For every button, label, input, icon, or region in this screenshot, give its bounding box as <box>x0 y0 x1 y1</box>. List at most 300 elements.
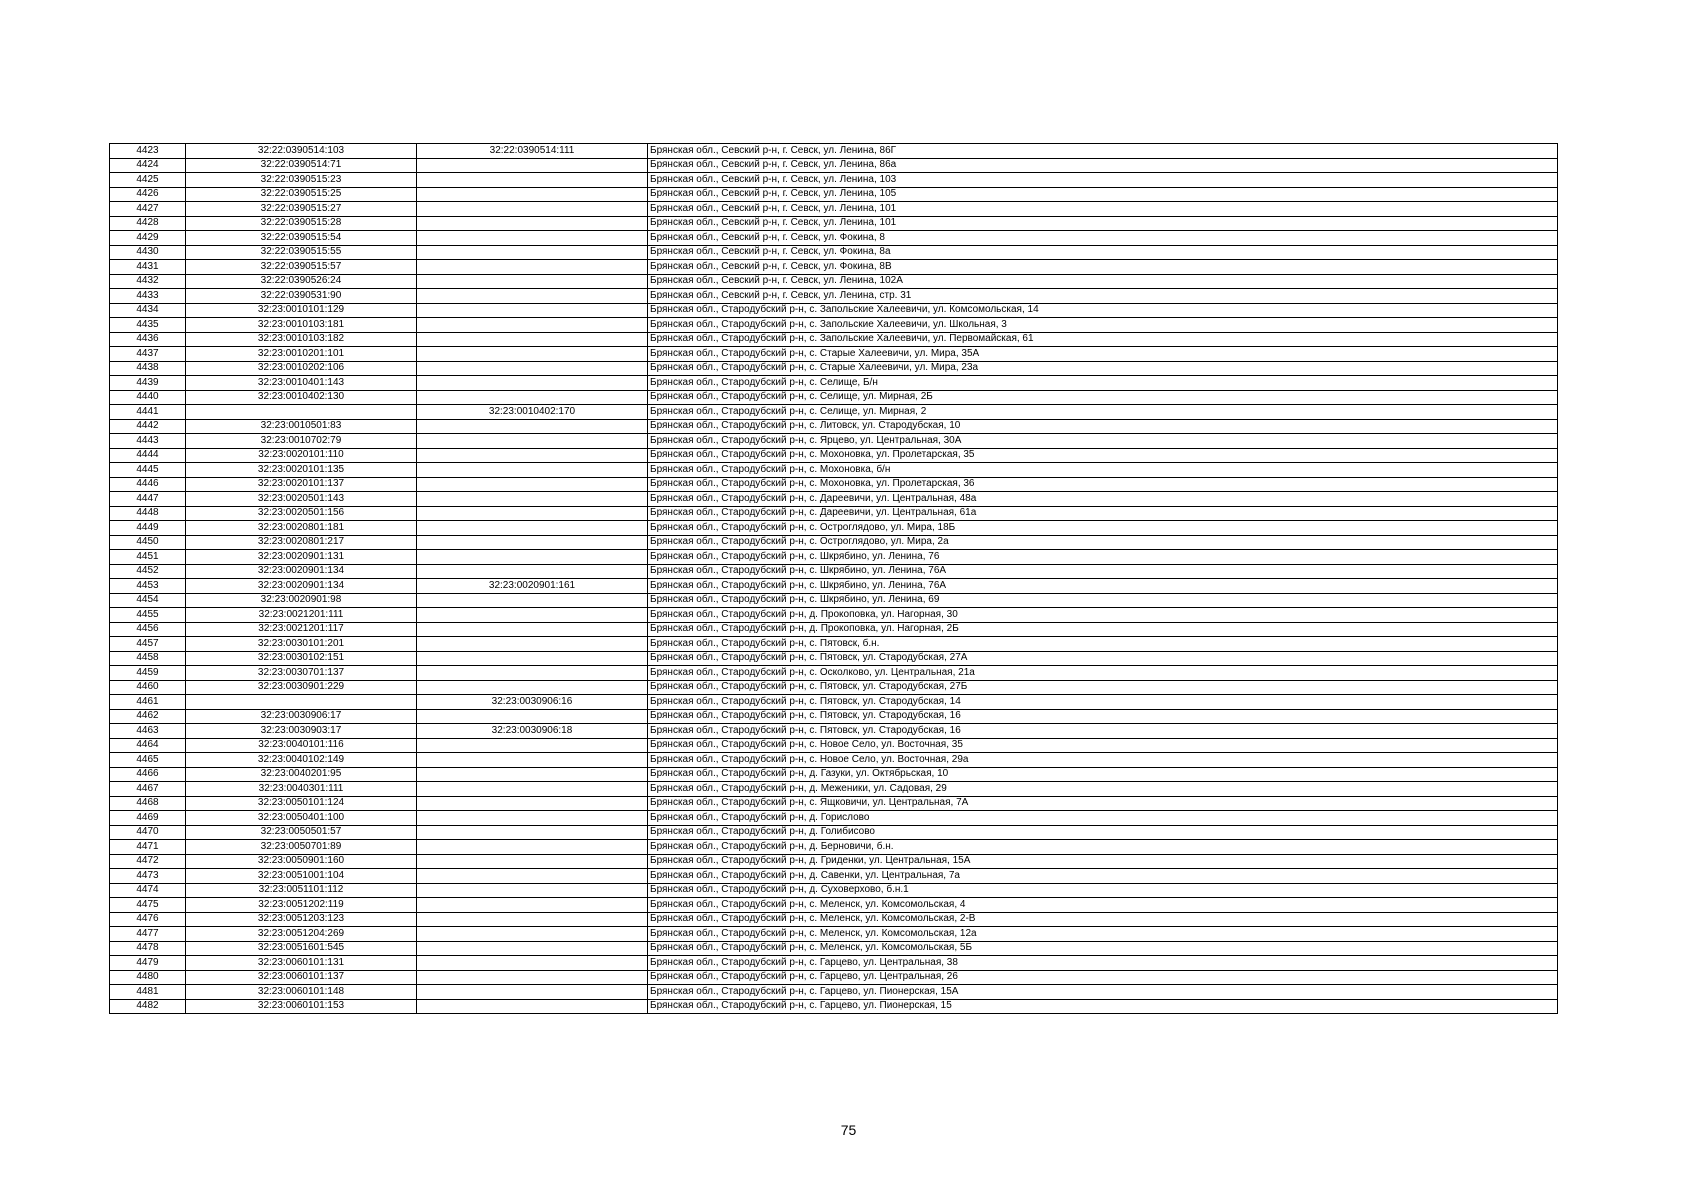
linked-cadastral-number-cell <box>417 361 648 376</box>
row-number-cell: 4476 <box>110 912 186 927</box>
table-row <box>110 245 1558 260</box>
address-cell: Брянская обл., Стародубский р-н, с. Мохоновка, ул. Пролетарская, 35 <box>648 448 1558 463</box>
linked-cadastral-number-cell <box>417 840 648 855</box>
cadastral-number-cell: 32:23:0050701:89 <box>186 840 417 855</box>
table-row <box>110 898 1558 913</box>
cadastral-number-cell: 32:23:0021201:111 <box>186 608 417 623</box>
table-row <box>110 854 1558 869</box>
cadastral-number-cell: 32:23:0010202:106 <box>186 361 417 376</box>
table-row <box>110 376 1558 391</box>
address-cell: Брянская обл., Стародубский р-н, с. Запольские Халеевичи, ул. Первомайская, 61 <box>648 332 1558 347</box>
linked-cadastral-number-cell <box>417 289 648 304</box>
cadastral-number-cell: 32:23:0040201:95 <box>186 767 417 782</box>
row-number-cell: 4448 <box>110 506 186 521</box>
table-row <box>110 622 1558 637</box>
table-row <box>110 202 1558 217</box>
table-row <box>110 463 1558 478</box>
row-number-cell: 4472 <box>110 854 186 869</box>
row-number-cell: 4433 <box>110 289 186 304</box>
row-number-cell: 4453 <box>110 579 186 594</box>
address-cell: Брянская обл., Севский р-н, г. Севск, ул. Ленина, 101 <box>648 216 1558 231</box>
linked-cadastral-number-cell <box>417 651 648 666</box>
linked-cadastral-number-cell <box>417 608 648 623</box>
address-cell: Брянская обл., Стародубский р-н, с. Новое Село, ул. Восточная, 35 <box>648 738 1558 753</box>
table-row <box>110 347 1558 362</box>
table-row <box>110 303 1558 318</box>
table-row <box>110 912 1558 927</box>
table-row <box>110 840 1558 855</box>
address-cell: Брянская обл., Стародубский р-н, с. Дареевичи, ул. Центральная, 61а <box>648 506 1558 521</box>
row-number-cell: 4454 <box>110 593 186 608</box>
cadastral-number-cell: 32:23:0051101:112 <box>186 883 417 898</box>
row-number-cell: 4455 <box>110 608 186 623</box>
table-row <box>110 405 1558 420</box>
address-cell: Брянская обл., Стародубский р-н, с. Запольские Халеевичи, ул. Школьная, 3 <box>648 318 1558 333</box>
linked-cadastral-number-cell <box>417 869 648 884</box>
address-cell: Брянская обл., Стародубский р-н, с. Пятовск, ул. Стародубская, 14 <box>648 695 1558 710</box>
linked-cadastral-number-cell <box>417 216 648 231</box>
address-cell: Брянская обл., Севский р-н, г. Севск, ул. Ленина, 86а <box>648 158 1558 173</box>
cadastral-number-cell: 32:23:0050501:57 <box>186 825 417 840</box>
cadastral-number-cell: 32:23:0060101:131 <box>186 956 417 971</box>
table-row <box>110 695 1558 710</box>
row-number-cell: 4435 <box>110 318 186 333</box>
table-row <box>110 506 1558 521</box>
cadastral-number-cell: 32:23:0020101:110 <box>186 448 417 463</box>
row-number-cell: 4471 <box>110 840 186 855</box>
address-cell: Брянская обл., Стародубский р-н, с. Пятовск, ул. Стародубская, 27Б <box>648 680 1558 695</box>
linked-cadastral-number-cell <box>417 825 648 840</box>
cadastral-number-cell: 32:23:0030906:17 <box>186 709 417 724</box>
cadastral-number-cell: 32:22:0390515:23 <box>186 173 417 188</box>
table-row <box>110 608 1558 623</box>
address-cell: Брянская обл., Стародубский р-н, д. Горислово <box>648 811 1558 826</box>
table-row <box>110 782 1558 797</box>
row-number-cell: 4434 <box>110 303 186 318</box>
registry-table <box>109 143 1558 1014</box>
table-row <box>110 521 1558 536</box>
table-row <box>110 738 1558 753</box>
address-cell: Брянская обл., Стародубский р-н, с. Меленск, ул. Комсомольская, 5Б <box>648 941 1558 956</box>
cadastral-number-cell: 32:22:0390515:25 <box>186 187 417 202</box>
row-number-cell: 4430 <box>110 245 186 260</box>
table-row <box>110 811 1558 826</box>
row-number-cell: 4469 <box>110 811 186 826</box>
address-cell: Брянская обл., Стародубский р-н, с. Запольские Халеевичи, ул. Комсомольская, 14 <box>648 303 1558 318</box>
row-number-cell: 4475 <box>110 898 186 913</box>
cadastral-number-cell: 32:23:0030101:201 <box>186 637 417 652</box>
table-row <box>110 535 1558 550</box>
cadastral-number-cell: 32:23:0020801:217 <box>186 535 417 550</box>
row-number-cell: 4466 <box>110 767 186 782</box>
row-number-cell: 4427 <box>110 202 186 217</box>
table-row <box>110 767 1558 782</box>
cadastral-number-cell: 32:23:0010101:129 <box>186 303 417 318</box>
linked-cadastral-number-cell <box>417 941 648 956</box>
linked-cadastral-number-cell <box>417 898 648 913</box>
address-cell: Брянская обл., Стародубский р-н, с. Литовск, ул. Стародубская, 10 <box>648 419 1558 434</box>
row-number-cell: 4458 <box>110 651 186 666</box>
cadastral-number-cell: 32:23:0060101:137 <box>186 970 417 985</box>
cadastral-number-cell: 32:23:0020801:181 <box>186 521 417 536</box>
linked-cadastral-number-cell <box>417 535 648 550</box>
row-number-cell: 4450 <box>110 535 186 550</box>
linked-cadastral-number-cell <box>417 347 648 362</box>
linked-cadastral-number-cell <box>417 158 648 173</box>
row-number-cell: 4446 <box>110 477 186 492</box>
address-cell: Брянская обл., Стародубский р-н, с. Шкрябино, ул. Ленина, 76А <box>648 579 1558 594</box>
linked-cadastral-number-cell <box>417 782 648 797</box>
cadastral-number-cell: 32:23:0020901:134 <box>186 579 417 594</box>
linked-cadastral-number-cell: 32:23:0030906:18 <box>417 724 648 739</box>
table-row <box>110 999 1558 1014</box>
cadastral-number-cell: 32:23:0020901:98 <box>186 593 417 608</box>
cadastral-number-cell: 32:23:0040101:116 <box>186 738 417 753</box>
address-cell: Брянская обл., Стародубский р-н, с. Меленск, ул. Комсомольская, 12а <box>648 927 1558 942</box>
linked-cadastral-number-cell <box>417 550 648 565</box>
address-cell: Брянская обл., Стародубский р-н, с. Меленск, ул. Комсомольская, 2-В <box>648 912 1558 927</box>
table-row <box>110 332 1558 347</box>
row-number-cell: 4467 <box>110 782 186 797</box>
address-cell: Брянская обл., Севский р-н, г. Севск, ул. Фокина, 8а <box>648 245 1558 260</box>
cadastral-number-cell: 32:23:0030901:229 <box>186 680 417 695</box>
table-row <box>110 173 1558 188</box>
table-row <box>110 448 1558 463</box>
cadastral-number-cell: 32:23:0010501:83 <box>186 419 417 434</box>
row-number-cell: 4449 <box>110 521 186 536</box>
linked-cadastral-number-cell <box>417 796 648 811</box>
row-number-cell: 4474 <box>110 883 186 898</box>
linked-cadastral-number-cell <box>417 231 648 246</box>
table-row <box>110 231 1558 246</box>
cadastral-number-cell: 32:22:0390514:103 <box>186 144 417 159</box>
linked-cadastral-number-cell <box>417 767 648 782</box>
cadastral-number-cell: 32:23:0051204:269 <box>186 927 417 942</box>
address-cell: Брянская обл., Стародубский р-н, с. Ярцево, ул. Центральная, 30А <box>648 434 1558 449</box>
row-number-cell: 4473 <box>110 869 186 884</box>
table-row <box>110 941 1558 956</box>
row-number-cell: 4426 <box>110 187 186 202</box>
cadastral-number-cell: 32:23:0060101:153 <box>186 999 417 1014</box>
linked-cadastral-number-cell <box>417 274 648 289</box>
row-number-cell: 4437 <box>110 347 186 362</box>
address-cell: Брянская обл., Стародубский р-н, с. Осколково, ул. Центральная, 21а <box>648 666 1558 681</box>
table-row <box>110 564 1558 579</box>
row-number-cell: 4452 <box>110 564 186 579</box>
linked-cadastral-number-cell <box>417 956 648 971</box>
row-number-cell: 4470 <box>110 825 186 840</box>
cadastral-number-cell: 32:23:0040102:149 <box>186 753 417 768</box>
cadastral-number-cell: 32:23:0050901:160 <box>186 854 417 869</box>
cadastral-number-cell: 32:23:0020901:134 <box>186 564 417 579</box>
address-cell: Брянская обл., Севский р-н, г. Севск, ул. Ленина, стр. 31 <box>648 289 1558 304</box>
address-cell: Брянская обл., Стародубский р-н, д. Прокоповка, ул. Нагорная, 2Б <box>648 622 1558 637</box>
linked-cadastral-number-cell <box>417 985 648 1000</box>
address-cell: Брянская обл., Стародубский р-н, д. Газуки, ул. Октябрьская, 10 <box>648 767 1558 782</box>
table-row <box>110 883 1558 898</box>
linked-cadastral-number-cell <box>417 709 648 724</box>
linked-cadastral-number-cell <box>417 593 648 608</box>
linked-cadastral-number-cell <box>417 448 648 463</box>
linked-cadastral-number-cell <box>417 477 648 492</box>
table-row <box>110 825 1558 840</box>
table-row <box>110 637 1558 652</box>
cadastral-number-cell: 32:23:0051001:104 <box>186 869 417 884</box>
linked-cadastral-number-cell <box>417 927 648 942</box>
linked-cadastral-number-cell <box>417 202 648 217</box>
address-cell: Брянская обл., Стародубский р-н, д. Меженики, ул. Садовая, 29 <box>648 782 1558 797</box>
table-row <box>110 289 1558 304</box>
row-number-cell: 4478 <box>110 941 186 956</box>
address-cell: Брянская обл., Стародубский р-н, с. Гарцево, ул. Пионерская, 15А <box>648 985 1558 1000</box>
address-cell: Брянская обл., Стародубский р-н, с. Шкрябино, ул. Ленина, 76 <box>648 550 1558 565</box>
cadastral-number-cell: 32:23:0021201:117 <box>186 622 417 637</box>
cadastral-number-cell: 32:23:0010103:181 <box>186 318 417 333</box>
cadastral-number-cell: 32:23:0050401:100 <box>186 811 417 826</box>
table-row <box>110 680 1558 695</box>
linked-cadastral-number-cell <box>417 854 648 869</box>
table-row <box>110 260 1558 275</box>
address-cell: Брянская обл., Севский р-н, г. Севск, ул. Ленина, 102А <box>648 274 1558 289</box>
table-row <box>110 724 1558 739</box>
address-cell: Брянская обл., Стародубский р-н, с. Гарцево, ул. Пионерская, 15 <box>648 999 1558 1014</box>
cadastral-number-cell: 32:23:0050101:124 <box>186 796 417 811</box>
row-number-cell: 4439 <box>110 376 186 391</box>
address-cell: Брянская обл., Стародубский р-н, д. Суховерхово, б.н.1 <box>648 883 1558 898</box>
row-number-cell: 4464 <box>110 738 186 753</box>
linked-cadastral-number-cell <box>417 303 648 318</box>
address-cell: Брянская обл., Севский р-н, г. Севск, ул. Ленина, 105 <box>648 187 1558 202</box>
table-row <box>110 666 1558 681</box>
cadastral-number-cell: 32:23:0040301:111 <box>186 782 417 797</box>
address-cell: Брянская обл., Севский р-н, г. Севск, ул. Ленина, 101 <box>648 202 1558 217</box>
cadastral-number-cell: 32:22:0390515:27 <box>186 202 417 217</box>
cadastral-number-cell: 32:23:0010401:143 <box>186 376 417 391</box>
table-row <box>110 651 1558 666</box>
linked-cadastral-number-cell <box>417 637 648 652</box>
row-number-cell: 4462 <box>110 709 186 724</box>
address-cell: Брянская обл., Стародубский р-н, с. Дареевичи, ул. Центральная, 48а <box>648 492 1558 507</box>
cadastral-number-cell: 32:23:0010201:101 <box>186 347 417 362</box>
row-number-cell: 4424 <box>110 158 186 173</box>
row-number-cell: 4465 <box>110 753 186 768</box>
linked-cadastral-number-cell <box>417 245 648 260</box>
row-number-cell: 4447 <box>110 492 186 507</box>
cadastral-number-cell: 32:22:0390514:71 <box>186 158 417 173</box>
linked-cadastral-number-cell <box>417 912 648 927</box>
table-row <box>110 550 1558 565</box>
table-row <box>110 985 1558 1000</box>
row-number-cell: 4441 <box>110 405 186 420</box>
linked-cadastral-number-cell <box>417 753 648 768</box>
address-cell: Брянская обл., Стародубский р-н, с. Селище, ул. Мирная, 2 <box>648 405 1558 420</box>
table-row <box>110 144 1558 159</box>
linked-cadastral-number-cell: 32:23:0020901:161 <box>417 579 648 594</box>
cadastral-number-cell: 32:22:0390515:54 <box>186 231 417 246</box>
linked-cadastral-number-cell <box>417 622 648 637</box>
address-cell: Брянская обл., Стародубский р-н, с. Мохоновка, ул. Пролетарская, 36 <box>648 477 1558 492</box>
row-number-cell: 4479 <box>110 956 186 971</box>
linked-cadastral-number-cell <box>417 419 648 434</box>
linked-cadastral-number-cell <box>417 811 648 826</box>
address-cell: Брянская обл., Севский р-н, г. Севск, ул. Фокина, 8 <box>648 231 1558 246</box>
linked-cadastral-number-cell: 32:22:0390514:111 <box>417 144 648 159</box>
address-cell: Брянская обл., Стародубский р-н, с. Пятовск, ул. Стародубская, 27А <box>648 651 1558 666</box>
table-row <box>110 216 1558 231</box>
table-row <box>110 187 1558 202</box>
table-row <box>110 579 1558 594</box>
linked-cadastral-number-cell <box>417 332 648 347</box>
table-row <box>110 158 1558 173</box>
row-number-cell: 4432 <box>110 274 186 289</box>
address-cell: Брянская обл., Стародубский р-н, д. Прокоповка, ул. Нагорная, 30 <box>648 608 1558 623</box>
cadastral-number-cell: 32:22:0390531:90 <box>186 289 417 304</box>
row-number-cell: 4461 <box>110 695 186 710</box>
cadastral-number-cell: 32:22:0390515:55 <box>186 245 417 260</box>
table-row <box>110 593 1558 608</box>
address-cell: Брянская обл., Стародубский р-н, с. Селище, Б/н <box>648 376 1558 391</box>
row-number-cell: 4482 <box>110 999 186 1014</box>
linked-cadastral-number-cell <box>417 434 648 449</box>
address-cell: Брянская обл., Стародубский р-н, с. Гарцево, ул. Центральная, 38 <box>648 956 1558 971</box>
linked-cadastral-number-cell <box>417 376 648 391</box>
table-row <box>110 869 1558 884</box>
table-row <box>110 956 1558 971</box>
cadastral-number-cell: 32:23:0051203:123 <box>186 912 417 927</box>
address-cell: Брянская обл., Стародубский р-н, с. Селище, ул. Мирная, 2Б <box>648 390 1558 405</box>
cadastral-number-cell: 32:22:0390515:57 <box>186 260 417 275</box>
linked-cadastral-number-cell <box>417 187 648 202</box>
cadastral-number-cell: 32:23:0051202:119 <box>186 898 417 913</box>
table-row <box>110 796 1558 811</box>
linked-cadastral-number-cell <box>417 173 648 188</box>
table-row <box>110 361 1558 376</box>
linked-cadastral-number-cell <box>417 260 648 275</box>
row-number-cell: 4443 <box>110 434 186 449</box>
address-cell: Брянская обл., Стародубский р-н, с. Пятовск, ул. Стародубская, 16 <box>648 724 1558 739</box>
address-cell: Брянская обл., Севский р-н, г. Севск, ул. Ленина, 86Г <box>648 144 1558 159</box>
cadastral-number-cell: 32:23:0020101:137 <box>186 477 417 492</box>
address-cell: Брянская обл., Стародубский р-н, с. Пятовск, ул. Стародубская, 16 <box>648 709 1558 724</box>
row-number-cell: 4480 <box>110 970 186 985</box>
row-number-cell: 4477 <box>110 927 186 942</box>
table-row <box>110 318 1558 333</box>
row-number-cell: 4436 <box>110 332 186 347</box>
table-row <box>110 753 1558 768</box>
row-number-cell: 4423 <box>110 144 186 159</box>
table-row <box>110 709 1558 724</box>
address-cell: Брянская обл., Севский р-н, г. Севск, ул. Ленина, 103 <box>648 173 1558 188</box>
address-cell: Брянская обл., Стародубский р-н, с. Шкрябино, ул. Ленина, 76А <box>648 564 1558 579</box>
cadastral-number-cell: 32:23:0010702:79 <box>186 434 417 449</box>
table-row <box>110 434 1558 449</box>
row-number-cell: 4442 <box>110 419 186 434</box>
cadastral-number-cell: 32:23:0020501:156 <box>186 506 417 521</box>
linked-cadastral-number-cell <box>417 492 648 507</box>
linked-cadastral-number-cell <box>417 506 648 521</box>
row-number-cell: 4444 <box>110 448 186 463</box>
row-number-cell: 4459 <box>110 666 186 681</box>
row-number-cell: 4468 <box>110 796 186 811</box>
address-cell: Брянская обл., Стародубский р-н, с. Новое Село, ул. Восточная, 29а <box>648 753 1558 768</box>
cadastral-number-cell: 32:22:0390515:28 <box>186 216 417 231</box>
linked-cadastral-number-cell <box>417 390 648 405</box>
cadastral-number-cell: 32:23:0020501:143 <box>186 492 417 507</box>
address-cell: Брянская обл., Стародубский р-н, с. Ящковичи, ул. Центральная, 7А <box>648 796 1558 811</box>
linked-cadastral-number-cell <box>417 970 648 985</box>
address-cell: Брянская обл., Стародубский р-н, д. Савенки, ул. Центральная, 7а <box>648 869 1558 884</box>
linked-cadastral-number-cell <box>417 318 648 333</box>
address-cell: Брянская обл., Стародубский р-н, с. Остроглядово, ул. Мира, 2а <box>648 535 1558 550</box>
table-row <box>110 927 1558 942</box>
cadastral-number-cell: 32:23:0030903:17 <box>186 724 417 739</box>
address-cell: Брянская обл., Стародубский р-н, с. Старые Халеевичи, ул. Мира, 35А <box>648 347 1558 362</box>
table-row <box>110 970 1558 985</box>
row-number-cell: 4481 <box>110 985 186 1000</box>
linked-cadastral-number-cell <box>417 463 648 478</box>
cadastral-number-cell: 32:23:0060101:148 <box>186 985 417 1000</box>
row-number-cell: 4445 <box>110 463 186 478</box>
row-number-cell: 4438 <box>110 361 186 376</box>
row-number-cell: 4463 <box>110 724 186 739</box>
row-number-cell: 4456 <box>110 622 186 637</box>
page-number: 75 <box>840 1122 857 1138</box>
address-cell: Брянская обл., Стародубский р-н, с. Шкрябино, ул. Ленина, 69 <box>648 593 1558 608</box>
linked-cadastral-number-cell <box>417 521 648 536</box>
row-number-cell: 4451 <box>110 550 186 565</box>
cadastral-number-cell <box>186 405 417 420</box>
linked-cadastral-number-cell <box>417 564 648 579</box>
address-cell: Брянская обл., Стародубский р-н, с. Мохоновка, б/н <box>648 463 1558 478</box>
table-row <box>110 390 1558 405</box>
address-cell: Брянская обл., Стародубский р-н, д. Гриденки, ул. Центральная, 15А <box>648 854 1558 869</box>
cadastral-number-cell: 32:23:0020101:135 <box>186 463 417 478</box>
linked-cadastral-number-cell <box>417 883 648 898</box>
linked-cadastral-number-cell <box>417 680 648 695</box>
address-cell: Брянская обл., Севский р-н, г. Севск, ул. Фокина, 8В <box>648 260 1558 275</box>
cadastral-number-cell: 32:23:0051601:545 <box>186 941 417 956</box>
registry-table-body <box>110 144 1558 1014</box>
address-cell: Брянская обл., Стародубский р-н, с. Гарцево, ул. Центральная, 26 <box>648 970 1558 985</box>
row-number-cell: 4425 <box>110 173 186 188</box>
address-cell: Брянская обл., Стародубский р-н, д. Голибисово <box>648 825 1558 840</box>
address-cell: Брянская обл., Стародубский р-н, с. Пятовск, б.н. <box>648 637 1558 652</box>
address-cell: Брянская обл., Стародубский р-н, д. Берновичи, б.н. <box>648 840 1558 855</box>
linked-cadastral-number-cell <box>417 999 648 1014</box>
table-row <box>110 274 1558 289</box>
cadastral-number-cell: 32:23:0020901:131 <box>186 550 417 565</box>
linked-cadastral-number-cell <box>417 666 648 681</box>
row-number-cell: 4429 <box>110 231 186 246</box>
linked-cadastral-number-cell <box>417 738 648 753</box>
row-number-cell: 4457 <box>110 637 186 652</box>
linked-cadastral-number-cell: 32:23:0010402:170 <box>417 405 648 420</box>
row-number-cell: 4440 <box>110 390 186 405</box>
row-number-cell: 4428 <box>110 216 186 231</box>
cadastral-number-cell: 32:23:0010402:130 <box>186 390 417 405</box>
table-row <box>110 419 1558 434</box>
address-cell: Брянская обл., Стародубский р-н, с. Старые Халеевичи, ул. Мира, 23а <box>648 361 1558 376</box>
table-row <box>110 492 1558 507</box>
address-cell: Брянская обл., Стародубский р-н, с. Меленск, ул. Комсомольская, 4 <box>648 898 1558 913</box>
row-number-cell: 4460 <box>110 680 186 695</box>
linked-cadastral-number-cell: 32:23:0030906:16 <box>417 695 648 710</box>
table-row <box>110 477 1558 492</box>
cadastral-number-cell: 32:23:0030102:151 <box>186 651 417 666</box>
cadastral-number-cell: 32:22:0390526:24 <box>186 274 417 289</box>
cadastral-number-cell <box>186 695 417 710</box>
cadastral-number-cell: 32:23:0010103:182 <box>186 332 417 347</box>
